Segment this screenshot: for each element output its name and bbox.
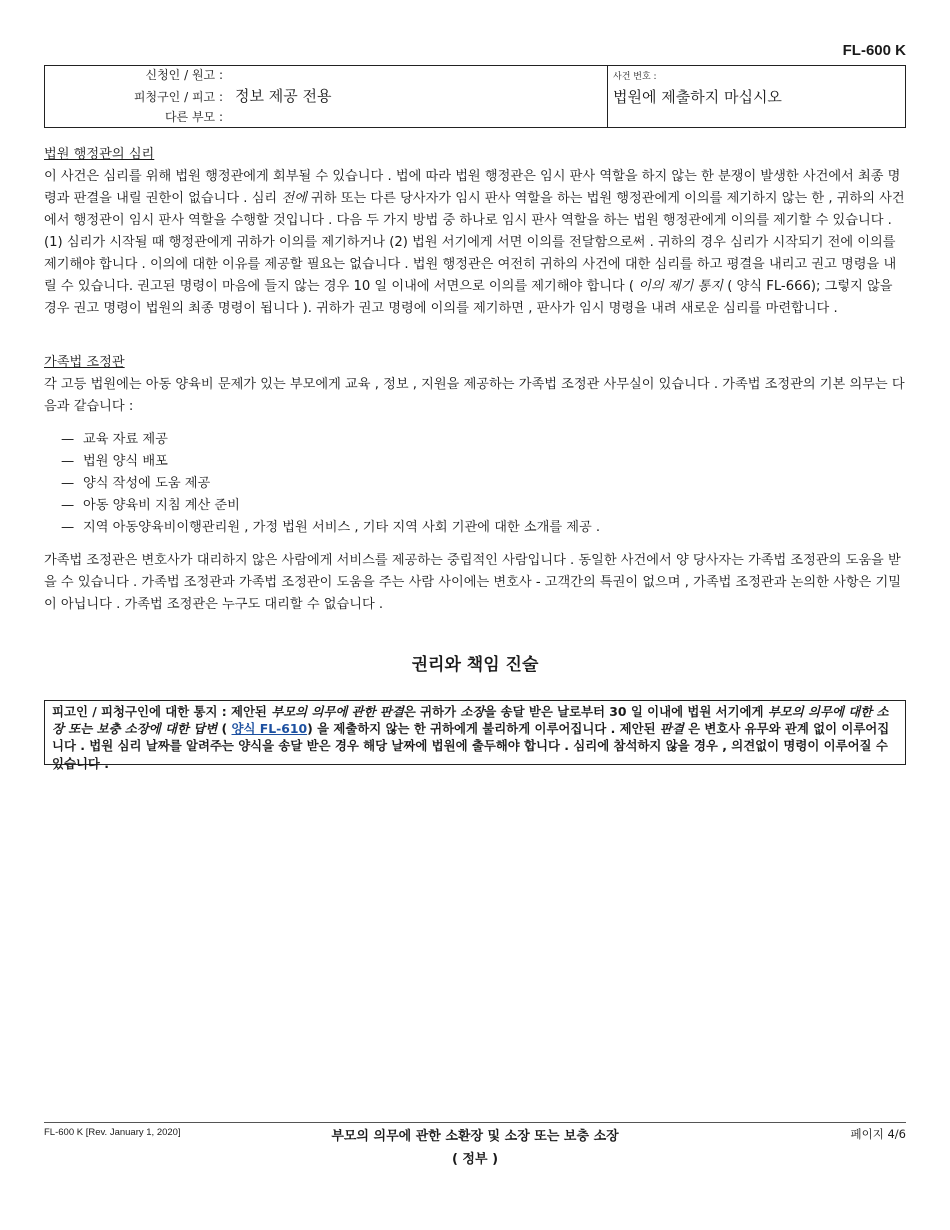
notice-text: 피고인 / 피청구인에 대한 통지 : 제안된 [52, 704, 272, 719]
list-item-text: 교육 자료 제공 [83, 432, 168, 447]
objection-notice-title: 이의 제기 통지 [638, 279, 724, 294]
facilitator-intro [44, 374, 906, 418]
notice-text: ) 을 제출하지 않는 한 귀하에게 불리하게 이루어집니다 . 제안된 [307, 721, 660, 737]
notice-text: ( [217, 721, 232, 737]
footer-title: 부모의 의무에 관한 소환장 및 소장 또는 보충 소장 [331, 1129, 619, 1144]
list-item-text: 지역 아동양육비이행관리원 , 가정 법원 서비스 , 기타 지역 사회 기관에 대한 소개를 제공 . [83, 520, 601, 535]
case-number-label: 사건 번호 : [613, 72, 657, 82]
footer-title-block [44, 1125, 906, 1171]
facilitator-intro-text: 각 고등 법원에는 아동 양육비 문제가 있는 부모에게 교육 , 정보 , 지원을 제공하는 가족법 조정관 사무실이 있습니다 . 가족법 조정관의 기본 의무는 다음과 같습니다 : [44, 377, 905, 414]
facilitator-closing [44, 550, 906, 616]
notice-italic: 판결 [659, 721, 684, 737]
form-page [44, 0, 906, 1230]
case-caption [44, 65, 906, 128]
list-item: — 법원 양식 배포 [61, 454, 168, 469]
case-number-value: 법원에 제출하지 마십시오 [613, 88, 782, 106]
notice-italic: 소장 [460, 704, 485, 719]
commissioner-text-1: 이 사건은 심리를 위해 법원 행정관에게 회부될 수 있습니다 . 법에 따라 법원 행정관은 임시 판사 역할을 하지 않는 한 분쟁이 발생한 사건에서 최종 명령과 판결을 내릴 권한이 없습니다 . 심리 [44, 169, 901, 206]
petitioner-row [45, 66, 235, 83]
list-item: — 교육 자료 제공 [61, 432, 168, 447]
respondent-notice-box [44, 700, 906, 771]
facilitator-duties-list [44, 429, 906, 539]
case-number-box [608, 66, 905, 127]
form-fl610-link[interactable]: 양식 FL-610 [231, 721, 308, 737]
list-item-text: 법원 양식 배포 [83, 454, 168, 469]
footer-revision: FL-600 K [Rev. January 1, 2020] [44, 1127, 181, 1138]
facilitator-closing-text: 가족법 조정관은 변호사가 대리하지 않은 사람에게 서비스를 제공하는 중립적인 사람입니다 . 동일한 사건에서 양 당사자는 가족법 조정관의 도움을 받을 수 있습니다 . 가족법 조정관과 가족법 조정관이 도움을 주는 사람 사이에는 변호사 - 고객간의 특권이 없으며 , 가족법 조정관과 논의한 사항은 기밀이 아닙니다 . 가족법 조정관은 누구도 대리할 수 없습니다 . [44, 553, 901, 612]
commissioner-text-3: ( 양식 FL-666); 그렇지 않을 경우 권고 명령이 법원의 최종 명령이 됩니다 ). 귀하가 권고 명령에 이의를 제기하면 , 판사가 임시 명령을 내려 새로운 심리를 마련합니다 . [44, 279, 893, 316]
rights-title: 권리와 책임 진술 [411, 655, 539, 675]
page-number: 페이지 4/6 [850, 1127, 906, 1141]
footer-subtitle: ( 정부 ) [451, 1152, 499, 1167]
respondent-row [45, 85, 331, 106]
notice-text: 은 변호사 유무와 관계 없이 이루어집니다 . 법원 심리 날짜를 알려주는 양식을 송달 받은 경우 해당 날짜에 법원에 출두해야 합니다 . 심리에 참석하지 않을 경우 , 의견없이 명령이 이루어질 수 있습니다 . [52, 721, 890, 771]
parties-box [45, 66, 608, 127]
notice-text: 을 송달 받은 날로부터 30 일 이내에 법원 서기에게 [484, 704, 768, 719]
notice-italic: 부모의 의무에 관한 판결 [271, 704, 404, 719]
list-item: — 아동 양육비 지침 계산 준비 [61, 498, 240, 513]
footer-divider [44, 1122, 906, 1123]
facilitator-heading: 가족법 조정관 [44, 355, 125, 370]
list-item: — 지역 아동양육비이행관리원 , 가정 법원 서비스 , 기타 지역 사회 기관에 대한 소개를 제공 . [61, 520, 601, 535]
respondent-value: 정보 제공 전용 [235, 87, 332, 105]
petitioner-label: 신청인 / 원고 : [145, 68, 223, 82]
other-parent-row [45, 108, 235, 125]
commissioner-italic-before: 전에 [281, 191, 307, 206]
notice-italic: 부모의 의무에 대한 소장 또는 보충 소장에 대한 답변 [52, 704, 889, 737]
list-item: — 양식 작성에 도움 제공 [61, 476, 211, 491]
facilitator-section [44, 352, 906, 616]
form-id: FL-600 K [842, 42, 906, 59]
list-item-text: 양식 작성에 도움 제공 [83, 476, 211, 491]
notice-text: 은 귀하가 [403, 704, 461, 719]
other-parent-label: 다른 부모 : [164, 110, 223, 124]
commissioner-heading: 법원 행정관의 심리 [44, 147, 155, 162]
commissioner-body [44, 166, 906, 320]
commissioner-section [44, 144, 906, 320]
commissioner-text-2: 귀하 또는 다른 당사자가 임시 판사 역할을 하는 법원 행정관에게 이의를 제기하지 않는 한 , 귀하의 사건에서 행정관이 임시 판사 역할을 수행할 것입니다 . 다음 두 가지 방법 중 하나로 임시 판사 역할을 하는 법원 행정관에게 이의를 제기할 수 있습니다 . (1) 심리가 시작될 때 행정관에게 귀하가 이의를 제기하거나 (2) 법원 서기에게 서면 이의를 전달함으로써 . 귀하의 경우 심리가 시작되기 전에 이의를 제기해야 합니다 . 이의에 대한 이유를 제공할 필요는 없습니다 . 법원 행정관은 여전히 귀하의 사건에 대한 심리를 하고 평결을 내리고 권고 명령을 내릴 수 있습니다. 권고된 명령이 마음에 들지 않는 경우 10 일 이내에 서면으로 이의를 제기해야 합니다 ( [44, 191, 905, 294]
list-item-text: 아동 양육비 지침 계산 준비 [83, 498, 240, 513]
respondent-label: 피청구인 / 피고 : [133, 90, 223, 104]
